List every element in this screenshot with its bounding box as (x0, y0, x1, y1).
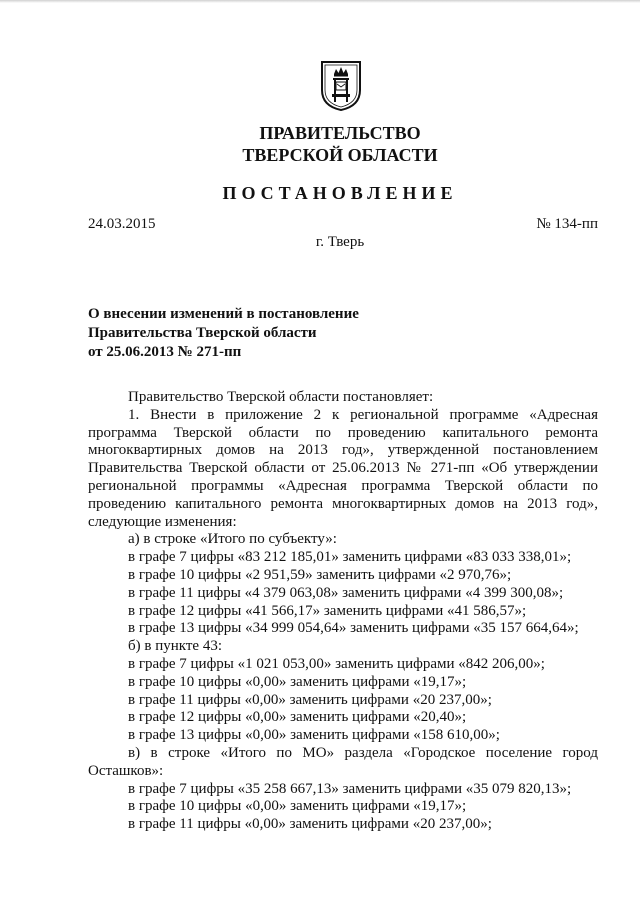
body-line: в графе 12 цифры «0,00» заменить цифрами «20,40»; (128, 709, 467, 726)
body-line: Правительства Тверской области от 25.06.2013 № 271-пп «Об утверждении (88, 460, 598, 477)
document-city: г. Тверь (315, 234, 365, 250)
body-line: Правительство Тверской области постановляет: (128, 389, 434, 405)
body-line: в графе 10 цифры «2 951,59» заменить цифрами «2 970,76»; (128, 566, 512, 583)
org-name-line2: ТВЕРСКОЙ ОБЛАСТИ (242, 145, 438, 165)
body-line: б) в пункте 43: (128, 638, 222, 655)
body-line: следующие изменения: (88, 513, 237, 530)
body-line: в графе 13 цифры «0,00» заменить цифрами «158 610,00»; (128, 727, 500, 744)
body-line: в графе 11 цифры «0,00» заменить цифрами «20 237,00»; (128, 816, 492, 833)
body-line: региональной программы «Адресная программа Тверской области по (88, 477, 598, 494)
body-line: в графе 7 цифры «83 212 185,01» заменить цифрами «83 033 338,01»; (128, 549, 572, 566)
body-line: Осташков»: (88, 762, 164, 779)
scan-edge (0, 0, 640, 3)
body-line: многоквартирных домов на 2013 год», утвержденной постановлением (88, 442, 598, 459)
body-line: в графе 10 цифры «0,00» заменить цифрами «19,17»; (128, 798, 467, 815)
document-type-title: ПОСТАНОВЛЕНИЕ (222, 183, 458, 203)
org-name-line1: ПРАВИТЕЛЬСТВО (259, 123, 421, 143)
document-date: 24.03.2015 (88, 216, 156, 232)
body-line: в графе 10 цифры «0,00» заменить цифрами «19,17»; (128, 673, 467, 690)
document-subject (88, 305, 508, 362)
body-line: программа Тверской области по проведению капитального ремонта (88, 424, 598, 441)
body-line: в графе 13 цифры «34 999 054,64» заменить цифрами «35 157 664,64»; (128, 620, 579, 637)
document-number: № 134-пп (536, 216, 598, 232)
body-line: в) в строке «Итого по МО» раздела «Городское поселение город (128, 744, 598, 761)
document-body (88, 389, 598, 834)
body-line: в графе 7 цифры «1 021 053,00» заменить цифрами «842 206,00»; (128, 655, 545, 672)
body-line: в графе 11 цифры «4 379 063,08» заменить цифрами «4 399 300,08»; (128, 584, 564, 601)
body-line: в графе 11 цифры «0,00» заменить цифрами «20 237,00»; (128, 691, 492, 708)
subject-line: от 25.06.2013 № 271-пп (88, 344, 242, 360)
subject-line: О внесении изменений в постановление (88, 306, 359, 322)
body-line: проведению капитального ремонта многоквартирных домов на 2013 год», (88, 495, 598, 512)
body-line: в графе 7 цифры «35 258 667,13» заменить цифрами «35 079 820,13»; (128, 780, 572, 797)
body-line: в графе 12 цифры «41 566,17» заменить цифрами «41 586,57»; (128, 602, 527, 619)
tver-coat-of-arms-icon (320, 60, 362, 112)
subject-line: Правительства Тверской области (88, 325, 317, 341)
body-line: а) в строке «Итого по субъекту»: (128, 531, 337, 548)
body-line: 1. Внести в приложение 2 к региональной программе «Адресная (128, 406, 598, 423)
